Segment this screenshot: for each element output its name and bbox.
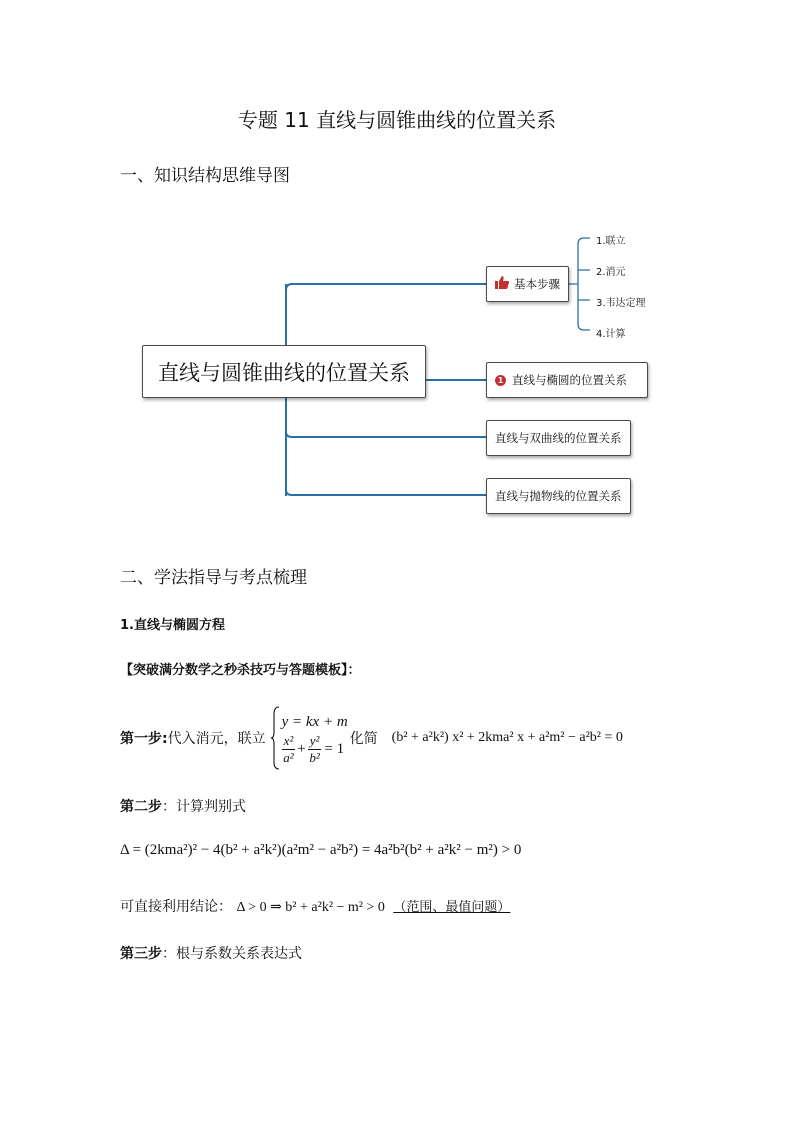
mindmap-branch-hyperbola [486,420,631,456]
equation-rhs: = 1 [324,740,345,757]
step-text: ：根与系数关系表达式 [162,946,302,962]
ellipse-equation [282,733,348,766]
fraction-numerator: y² [309,732,320,748]
mm-corner [284,486,296,498]
step-label: 第一步: [120,731,168,747]
mindmap-branch-label: 直线与椭圆的位置关系 [512,373,627,387]
fraction-denominator: a² [283,749,294,765]
brace-icon [270,706,280,770]
mindmap-branch-ellipse [486,362,648,398]
fraction [282,733,296,766]
subsection-heading: 1.直线与椭圆方程 [120,618,225,633]
mm-connector [292,494,486,496]
conclusion [120,896,510,916]
step-text: 代入消元，联立 [167,731,266,747]
mindmap-branch-label: 基本步骤 [514,277,560,291]
fraction [308,733,322,766]
line-equation: y = kx + m [281,713,348,730]
template-label: 【突破满分数学之秒杀技巧与答题模板】： [120,663,361,678]
section-heading-guide: 二、学法指导与考点梳理 [120,568,307,588]
mm-corner [284,428,296,440]
mindmap-branch-parabola [486,478,631,514]
discriminant-formula: Δ = (2kma²)² − 4(b² + a²k²)(a²m² − a²b²) = 4a²b²(b² + a²k² − m²) > 0 [120,842,522,858]
mm-corner [284,282,296,294]
mindmap-branch-basic-steps [486,266,569,302]
fraction-denominator: b² [309,749,320,765]
mm-leaf-bracket [568,232,598,334]
quadratic-result: (b² + a²k²) x² + 2kma² x + a²m² − a²b² = 0 [391,730,623,745]
thumbs-up-icon [495,276,509,292]
step-label: 第三步 [120,946,162,962]
mindmap-leaf: 2.消元 [596,267,626,278]
plus-sign: + [297,740,306,757]
mindmap-branch-label: 直线与双曲线的位置关系 [495,431,622,445]
mindmap-leaf: 4.计算 [596,329,626,340]
mm-connector [424,379,486,381]
mm-connector [292,283,486,285]
mm-connector [285,396,287,496]
step-text: ：计算判别式 [162,799,246,815]
simplify-text: 化简 [349,731,378,747]
step-2 [120,796,246,816]
mindmap-branch-label: 直线与抛物线的位置关系 [495,489,622,503]
step-1 [120,704,623,772]
mindmap-leaf: 1.联立 [596,236,626,247]
conclusion-note: （范围、最值问题） [393,900,511,915]
conclusion-formula: Δ > 0 ⇒ b² + a²k² − m² > 0 [236,900,385,915]
mindmap-leaf: 3.韦达定理 [596,298,646,309]
conclusion-text: 可直接利用结论： [120,899,232,915]
number-one-badge-icon: 1 [495,375,506,386]
equation-system [282,711,348,766]
section-heading-mindmap: 一、知识结构思维导图 [120,166,290,186]
mindmap-root-node: 直线与圆锥曲线的位置关系 [142,345,426,398]
page-title: 专题 11 直线与圆锥曲线的位置关系 [237,108,557,132]
fraction-numerator: x² [283,732,294,748]
step-3 [120,943,302,963]
step-label: 第二步 [120,799,162,815]
mm-connector [292,436,486,438]
